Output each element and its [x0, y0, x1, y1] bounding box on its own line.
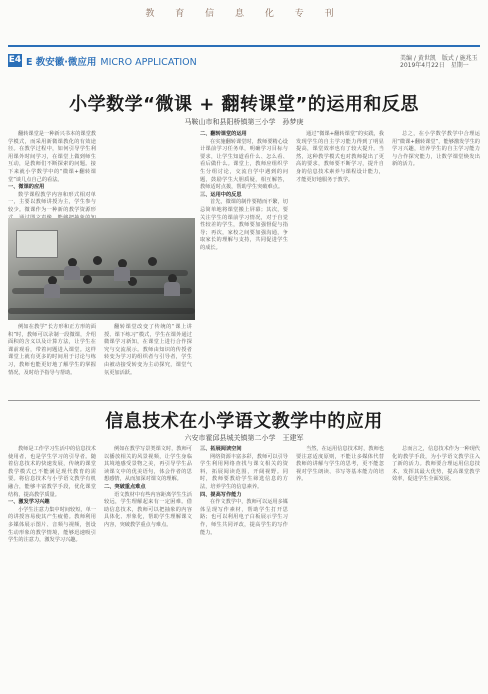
page-number-badge: E4 — [8, 55, 22, 65]
column-english-title: MICRO APPLICATION — [100, 57, 197, 68]
article2-title: 信息技术在小学语文教学中的应用 — [105, 411, 383, 432]
article1-column-1b: 例如在教学“长方形和正方形的面积”时，教师可以录制一段微课，介绍面积的含义以及计算方法，让学生在课前观看，带着问题进入课堂。这样课堂上就有更多的时间用于讨论与练习，教师也能更好地了解学生的掌握情况，及时给予指导与帮助。 — [8, 324, 96, 376]
article-divider — [8, 400, 480, 401]
column-name — [26, 54, 197, 68]
column-title: E 教安徽·微应用 — [26, 57, 97, 68]
article1-author: 马鞍山市和县阳桥镇第三小学 孙梦庚 — [184, 118, 304, 126]
editor-info — [400, 55, 480, 69]
page-header — [0, 26, 488, 69]
banner-title: 教 育 信 息 化 专 刊 — [145, 9, 343, 19]
article2-column-4: 当然，在运用信息技术时，教师也要注意适度原则，不能让多媒体代替教师的讲解与学生的思考，更不能忽视对学生朗读、书写等基本能力的培养。 — [296, 446, 384, 483]
article1-title: 小学数学“微课 + 翻转课堂”的运用和反思 — [69, 94, 419, 115]
article1-column-3: 二、翻转课堂的运用 在实施翻转课堂时，教师要精心设计课前学习任务单，明确学习目标与要求，让学生知道看什么、怎么看、看后做什么。课堂上，教师应组织学生分组讨论，交流自学中遇到的问题，鼓励学生大胆质疑，相互解答，教师适时点拨，帮助学生突破难点。 三、运用中的反思 首先，微课的制作要精而不繁，切忌简单地将课堂搬上屏幕；其次，要关注学生的课前学习情况，对于自觉性较差的学生，教师要加强督促与指导；再次，家校之间要加强沟通，争取家长的理解与支持，共同促进学生的成长。 — [200, 131, 288, 251]
classroom-photo — [8, 218, 195, 320]
article1-column-2b: 翻转课堂改变了传统的“课上讲授、课下练习”模式，学生在课外通过微课学习新知，在课堂上进行合作探究与交流展示。教师由知识的传授者转变为学习的组织者与引导者，学生由被动接受转变为主动探究，课堂气氛更加活跃。 — [104, 324, 192, 376]
editor-credit: 美编 / 黄世凯 版式 / 施兆玉 — [400, 55, 478, 62]
newspaper-banner — [0, 0, 488, 26]
article2-column-3: 三、拓展阅读空间 网络资源丰富多彩，教师可以引导学生利用网络查找与课文相关的资料，拓展阅读范围，开阔视野。同时，教师要教给学生筛选信息的方法，培养学生的信息素养。 四、提高写作能力 在作文教学中，教师可以运用多媒体呈现写作素材，帮助学生打开思路；也可以利用电子白板展示学生习作，师生共同评改，提高学生的写作能力。 — [200, 446, 288, 536]
header-rule — [8, 45, 480, 47]
publish-date: 2019年4月22日 星期一 — [400, 62, 469, 69]
article2-column-1: 教师是工作学习生活中的信息技术使用者，也是学生学习的引导者。随着信息技术的快速发展，传统的课堂教学模式已不能满足现代教育的需要。将信息技术与小学语文教学有机融合，能够丰富教学手段，优化课堂结构，提高教学质量。 一、激发学习兴趣 小学生注意力集中时间较短，单一的讲授容易使其产生疲倦。教师利用多媒体展示图片、音频与视频，创设生动形象的教学情境，能够迅速吸引学生的注意力，激发学习兴趣。 — [8, 446, 96, 544]
article1-column-4: 通过“微课+翻转课堂”的实践，我发现学生的自主学习能力得到了明显提高，课堂效率也有了较大提升。当然，这种教学模式也对教师提出了更高的要求，教师要不断学习，提升自身的信息技术素养与课程设计能力，才能更好地服务于教学。 — [296, 131, 384, 183]
article2-author: 六安市霍邱县城关镇第二小学 王建军 — [184, 434, 304, 442]
article2-column-5: 总而言之，信息技术作为一种现代化的教学手段，为小学语文教学注入了新的活力。教师要合理运用信息技术，发挥其最大优势，提高课堂教学效率，促进学生全面发展。 — [392, 446, 480, 483]
article1-column-1: 翻转课堂是一种新兴书本的课堂教学模式，而采用新微课教化的有效途径。在教学过程中，如何引导学生利用课外时间学习，在课堂上做到师生互动，是教师们不断探索的问题。接下来就小学数学中的“微课+翻转课堂”谈几点自己的看法。 一、微课的应用 数学课程教学内容和形式相对单一，主要以教师讲授为主，学生参与较少。微课作为一种新的教学资源形 — [8, 131, 96, 213]
article2-column-2: 例如在教学写景类课文时，教师可以播放相关的风景视频，让学生身临其境地感受景物之美，再引导学生品读课文中的优美语句，体会作者的思想感情，从而加深对课文的理解。 二、突破重点难点 语文教材中有些内容距离学生生活较远，学生理解起来有一定困难。借助信息技术，教师可以把抽象的内容具体化、形象化，帮助学生理解课文内容，突破教学重点与难点。 — [104, 446, 192, 528]
article1-column-5: 总之，在小学数学教学中合理运用“微课+翻转课堂”，能够激发学生的学习兴趣，培养学生的自主学习能力与合作探究能力，让数学课堂焕发出新的活力。 — [392, 131, 480, 168]
